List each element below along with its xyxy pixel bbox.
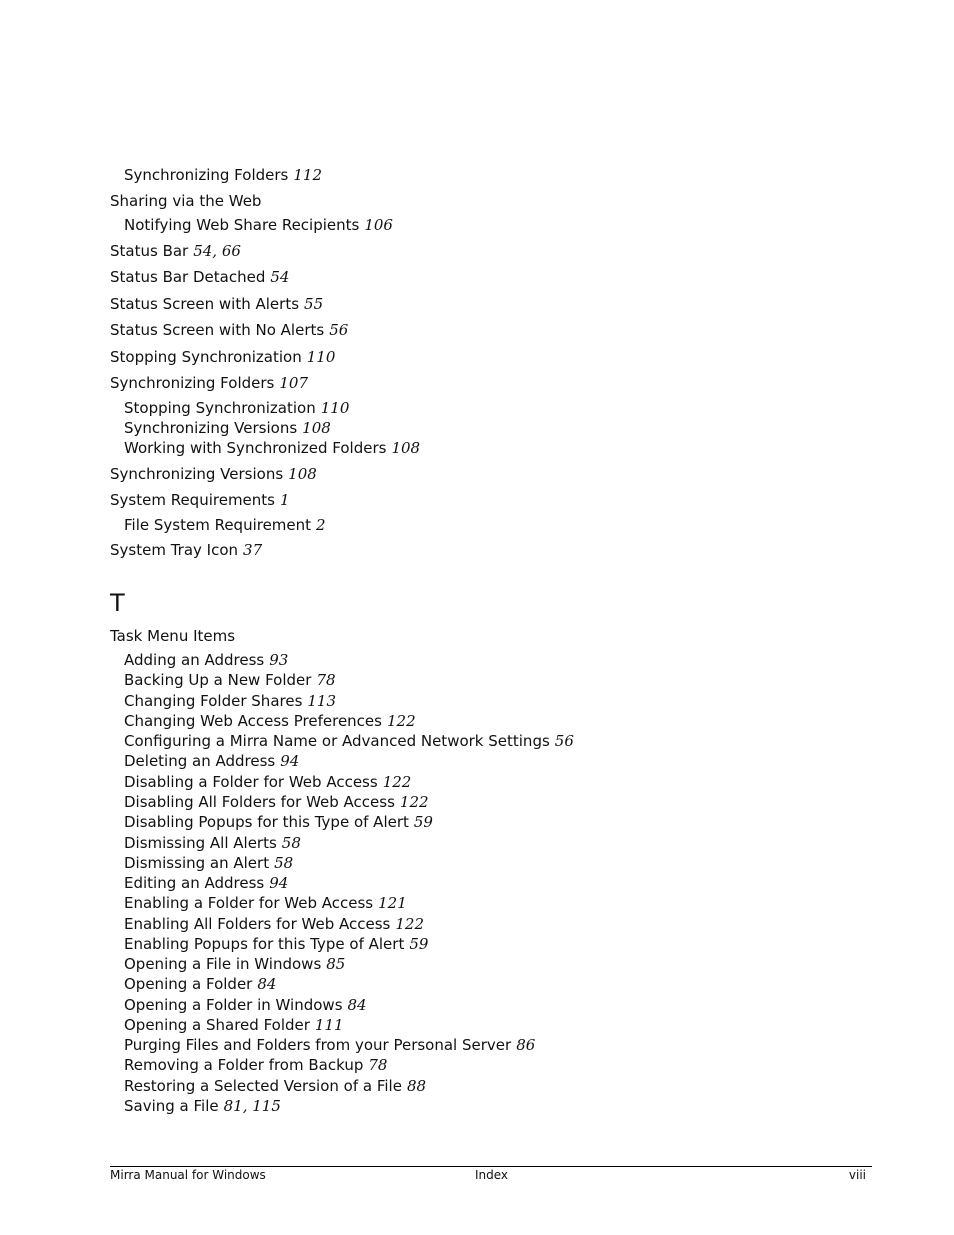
index-subentry [124, 650, 288, 670]
index-page-reference: 108 [391, 439, 421, 457]
index-page-reference: 54, 66 [193, 242, 241, 260]
index-term: Backing Up a New Folder [124, 671, 312, 689]
index-subentry [124, 893, 407, 913]
index-term: Restoring a Selected Version of a File [124, 1077, 402, 1095]
index-entry [110, 267, 289, 287]
index-page-reference: 84 [347, 996, 367, 1014]
index-subentry [124, 751, 299, 771]
index-term: System Requirements [110, 491, 275, 509]
index-page-reference: 112 [293, 166, 322, 184]
index-subentry [124, 772, 411, 792]
section-letter-heading: T [110, 589, 125, 617]
index-term: Purging Files and Folders from your Personal Server [124, 1036, 512, 1054]
index-term: Notifying Web Share Recipients [124, 216, 360, 234]
index-subentry [124, 974, 276, 994]
index-subentry [124, 1035, 535, 1055]
index-term: Deleting an Address [124, 752, 276, 770]
index-entry [110, 191, 261, 211]
index-page-reference: 84 [257, 975, 277, 993]
index-subentry [124, 165, 322, 185]
index-term: File System Requirement [124, 516, 312, 534]
index-subentry [124, 1055, 387, 1075]
index-term: Opening a Folder [124, 975, 253, 993]
index-term: Dismissing an Alert [124, 854, 270, 872]
index-subentry [124, 812, 433, 832]
index-entry [110, 241, 241, 261]
index-term: Status Screen with No Alerts [110, 321, 325, 339]
index-term: Removing a Folder from Backup [124, 1056, 364, 1074]
index-subentry [124, 1015, 344, 1035]
index-page-reference: 59 [409, 935, 429, 953]
index-page-reference: 110 [320, 399, 350, 417]
index-term: Configuring a Mirra Name or Advanced Network Settings [124, 732, 550, 750]
index-subentry [124, 792, 429, 812]
index-term: Enabling Popups for this Type of Alert [124, 935, 405, 953]
index-subentry [124, 438, 420, 458]
index-entry [110, 294, 323, 314]
index-term: Synchronizing Folders [110, 374, 275, 392]
index-term: Stopping Synchronization [110, 348, 302, 366]
index-term: Task Menu Items [110, 627, 236, 645]
index-term: Opening a File in Windows [124, 955, 322, 973]
footer-manual-title: Mirra Manual for Windows [110, 1168, 266, 1182]
index-page-reference: 110 [306, 348, 336, 366]
index-page-reference: 58 [274, 854, 294, 872]
index-page-reference: 55 [304, 295, 324, 313]
index-term: Status Screen with Alerts [110, 295, 300, 313]
index-page-reference: 2 [316, 516, 326, 534]
index-page-reference: 122 [399, 793, 429, 811]
index-page-reference: 111 [314, 1016, 344, 1034]
index-page-reference: 81, 115 [223, 1097, 281, 1115]
index-page-reference: 58 [281, 834, 301, 852]
index-page-reference: 107 [279, 374, 308, 392]
index-page-reference: 85 [326, 955, 346, 973]
index-subentry [124, 873, 288, 893]
index-entry [110, 320, 348, 340]
index-entry [110, 347, 335, 367]
index-entry [110, 626, 235, 646]
index-entry [110, 490, 290, 510]
index-entry [110, 373, 308, 393]
index-term: Editing an Address [124, 874, 265, 892]
index-subentry [124, 1076, 426, 1096]
index-page-reference: 78 [368, 1056, 388, 1074]
index-term: System Tray Icon [110, 541, 239, 559]
footer-section-name: Index [475, 1168, 509, 1182]
index-page-reference: 121 [378, 894, 407, 912]
index-term: Dismissing All Alerts [124, 834, 277, 852]
index-page-reference: 59 [413, 813, 433, 831]
index-page-reference: 94 [280, 752, 300, 770]
index-term: Working with Synchronized Folders [124, 439, 387, 457]
index-term: Status Bar Detached [110, 268, 266, 286]
index-subentry [124, 515, 326, 535]
index-page-reference: 122 [382, 773, 412, 791]
index-term: Synchronizing Versions [124, 419, 298, 437]
index-entry [110, 464, 317, 484]
index-subentry [124, 1096, 281, 1116]
index-page-reference: 54 [270, 268, 290, 286]
index-term: Status Bar [110, 242, 189, 260]
index-term: Saving a File [124, 1097, 219, 1115]
index-page-reference: 56 [329, 321, 349, 339]
index-page-reference: 93 [269, 651, 289, 669]
index-subentry [124, 853, 293, 873]
index-subentry [124, 954, 345, 974]
index-page-reference: 108 [288, 465, 317, 483]
index-subentry [124, 215, 393, 235]
index-term: Stopping Synchronization [124, 399, 316, 417]
index-term: Synchronizing Folders [124, 166, 289, 184]
index-subentry [124, 711, 416, 731]
index-term: Synchronizing Versions [110, 465, 284, 483]
index-term: Enabling All Folders for Web Access [124, 915, 391, 933]
index-page-reference: 122 [395, 915, 424, 933]
index-term: Changing Web Access Preferences [124, 712, 382, 730]
index-term: Opening a Shared Folder [124, 1016, 310, 1034]
index-term: Disabling Popups for this Type of Alert [124, 813, 409, 831]
index-subentry [124, 418, 331, 438]
footer-page-number: viii [848, 1168, 866, 1182]
index-page-reference: 88 [406, 1077, 427, 1095]
index-subentry [124, 995, 367, 1015]
index-page-reference: 108 [302, 419, 331, 437]
index-term: Sharing via the Web [110, 192, 262, 210]
index-subentry [124, 731, 574, 751]
index-page-reference: 106 [364, 216, 393, 234]
index-subentry [124, 691, 336, 711]
index-subentry [124, 398, 349, 418]
index-term: Disabling a Folder for Web Access [124, 773, 378, 791]
index-entry [110, 540, 262, 560]
index-subentry [124, 670, 336, 690]
index-page-reference: 94 [269, 874, 289, 892]
index-page-reference: 37 [243, 541, 263, 559]
index-page-reference: 56 [554, 732, 574, 750]
index-term: Changing Folder Shares [124, 692, 303, 710]
index-page-reference: 113 [307, 692, 337, 710]
index-page-reference: 1 [280, 491, 290, 509]
index-page-reference: 78 [316, 671, 336, 689]
index-term: Enabling a Folder for Web Access [124, 894, 374, 912]
index-subentry [124, 833, 301, 853]
index-subentry [124, 914, 424, 934]
index-subentry [124, 934, 428, 954]
index-term: Opening a Folder in Windows [124, 996, 343, 1014]
index-page-reference: 122 [386, 712, 416, 730]
index-page-reference: 86 [516, 1036, 536, 1054]
index-term: Adding an Address [124, 651, 265, 669]
index-term: Disabling All Folders for Web Access [124, 793, 395, 811]
